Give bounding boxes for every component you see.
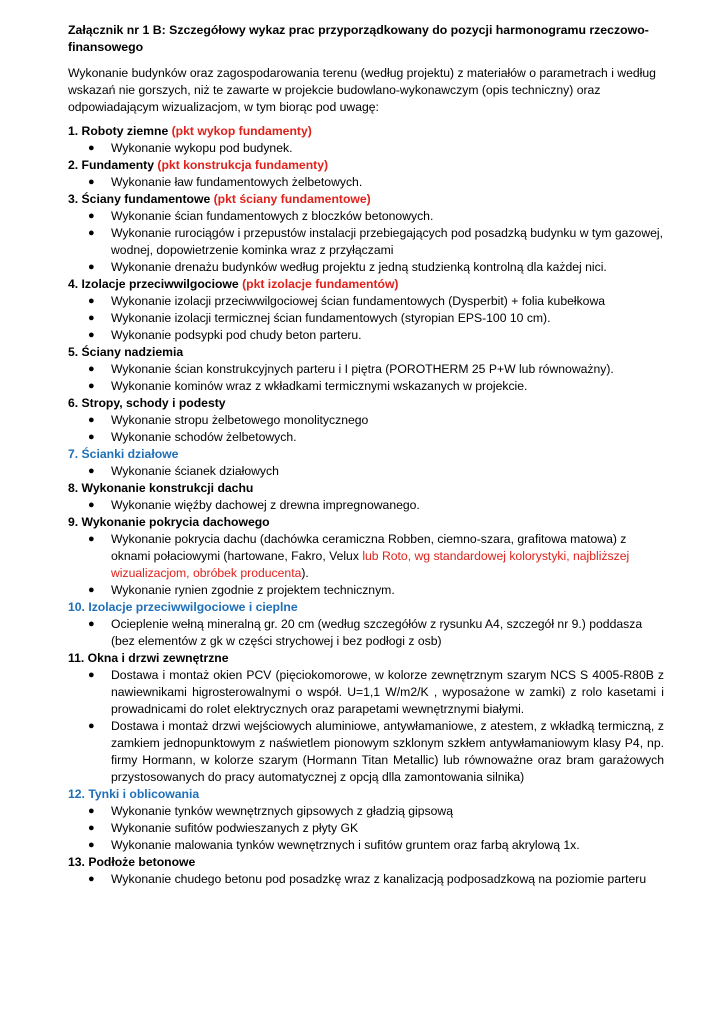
list-item: ● Wykonanie więźby dachowej z drewna impregnowanego. — [88, 498, 420, 512]
section-title: 2. Fundamenty (pkt konstrukcja fundamenty) — [68, 158, 329, 172]
section-11 — [68, 650, 664, 786]
bullet-icon: ● — [88, 176, 95, 188]
list-item: ● Wykonanie chudego betonu pod posadzkę wraz z kanalizacją podposadzkową na poziomie parteru — [88, 872, 647, 886]
section-title: 12. Tynki i oblicowania — [68, 787, 200, 801]
list-item: ● Wykonanie ścianek działowych — [88, 464, 279, 478]
bullet-icon: ● — [88, 669, 95, 681]
list-item: ● Wykonanie stropu żelbetowego monolitycznego — [88, 413, 369, 427]
list-item: ● Wykonanie izolacji przeciwwilgociowej ścian fundamentowych (Dysperbit) + folia kubełkowa — [88, 294, 606, 308]
section-title: 3. Ściany fundamentowe (pkt ściany fundamentowe) — [68, 192, 371, 206]
bullet-icon: ● — [88, 839, 95, 851]
bullet-icon: ● — [88, 720, 95, 732]
section-title: 7. Ścianki działowe — [68, 447, 179, 461]
list-item: ● Wykonanie ścian fundamentowych z bloczków betonowych. — [88, 209, 434, 223]
list-item: ● Wykonanie sufitów podwieszanych z płyty GK — [88, 821, 359, 835]
bullet-icon: ● — [88, 227, 95, 239]
section-7 — [68, 446, 664, 480]
bullet-icon: ● — [88, 499, 95, 511]
bullet-icon: ● — [88, 261, 95, 273]
list-item: ● Wykonanie ław fundamentowych żelbetowych. — [88, 175, 363, 189]
bullet-icon: ● — [88, 363, 95, 375]
bullet-icon: ● — [88, 312, 95, 324]
list-item: ● Wykonanie rurociągów i przepustów instalacji przebiegających pod posadzką budynku w tym gazowej, wodnej, dopowietrzenie kominka wraz z przyłączami — [88, 226, 664, 257]
list-item: ● Wykonanie malowania tynków wewnętrznych i sufitów gruntem oraz farbą akrylową 1x. — [88, 838, 580, 852]
section-title: 9. Wykonanie pokrycia dachowego — [68, 515, 270, 529]
document-page — [68, 22, 664, 888]
section-13 — [68, 854, 664, 888]
list-item: ● Wykonanie izolacji termicznej ścian fundamentowych (styropian EPS-100 10 cm). — [88, 311, 551, 325]
list-item: ● Dostawa i montaż drzwi wejściowych aluminiowe, antywłamaniowe, z atestem, z wkładką termiczną, z zamkiem jednopunktowym z naświetlem pionowym szklonym szkłem antywłamaniowym klasy P4, np. firmy Hormann, w kolorze szarym (Hormann Titan Metallic) lub równoważne oraz bram garażowych przystosowanych do pracy automatycznej z opcją dlla zamontowania silnika) — [88, 719, 664, 784]
intro-paragraph: Wykonanie budynków oraz zagospodarowania terenu (według projektu) z materiałów o parametrach i według wskazań nie gorszych, niż te zawarte w projekcie budowlano-wykonawczym (opis techniczny) oraz odpowiadającym wizualizacjom, w tym biorąc pod uwagę: — [68, 66, 656, 114]
section-note: (pkt wykop fundamenty) — [171, 124, 312, 138]
list-item: ● Dostawa i montaż okien PCV (pięciokomorowe, w kolorze zewnętrznym szarym NCS S 4005-R80B z nawiewnikami higrosterowalnymi o współ. U=1,1 W/m2/K , wyposażone w zamki) z rolo kasetami i prowadnicami do rolet elektrycznych oraz parapetami wewnętrznymi białymi. — [88, 668, 664, 716]
section-note: (pkt ściany fundamentowe) — [213, 192, 371, 206]
section-8 — [68, 480, 664, 514]
list-item: ● Wykonanie ścian konstrukcyjnych parteru i I piętra (POROTHERM 25 P+W lub równoważny). — [88, 362, 614, 376]
section-title: 4. Izolacje przeciwwilgociowe (pkt izolacje fundamentów) — [68, 277, 399, 291]
list-item: ● Wykonanie pokrycia dachu (dachówka ceramiczna Robben, ciemno-szara, grafitowa matowa) z oknami połaciowymi (hartowane, Fakro, Velux lub Roto, wg standardowej kolorystyki, najbliższej wizualizacjom, obróbek producenta). — [88, 532, 630, 580]
list-item: ● Ocieplenie wełną mineralną gr. 20 cm (według szczegółów z rysunku A4, szczegół nr 9.) poddasza (bez elementów z gk w części strychowej i bez podłogi z osb) — [88, 617, 643, 648]
bullet-icon: ● — [88, 142, 95, 154]
section-1 — [68, 123, 664, 157]
section-12 — [68, 786, 664, 854]
bullet-icon: ● — [88, 465, 95, 477]
section-4 — [68, 276, 664, 344]
document-title: Załącznik nr 1 B: Szczegółowy wykaz prac przyporządkowany do pozycji harmonogramu rzeczowo-finansowego — [68, 23, 649, 54]
section-note: (pkt izolacje fundamentów) — [242, 277, 399, 291]
bullet-icon: ● — [88, 329, 95, 341]
bullet-icon: ● — [88, 873, 95, 885]
bullet-icon: ● — [88, 431, 95, 443]
section-title: 6. Stropy, schody i podesty — [68, 396, 226, 410]
bullet-icon: ● — [88, 380, 95, 392]
section-title: 10. Izolacje przeciwwilgociowe i cieplne — [68, 600, 298, 614]
list-item: ● Wykonanie tynków wewnętrznych gipsowych z gładzią gipsową — [88, 804, 453, 818]
bullet-icon: ● — [88, 822, 95, 834]
list-item: ● Wykonanie kominów wraz z wkładkami termicznymi wskazanych w projekcie. — [88, 379, 528, 393]
section-10 — [68, 599, 664, 650]
bullet-icon: ● — [88, 295, 95, 307]
list-item: ● Wykonanie schodów żelbetowych. — [88, 430, 297, 444]
section-title: 5. Ściany nadziemia — [68, 345, 184, 359]
list-item: ● Wykonanie rynien zgodnie z projektem technicznym. — [88, 583, 395, 597]
bullet-icon: ● — [88, 805, 95, 817]
section-title: 11. Okna i drzwi zewnętrzne — [68, 651, 229, 665]
section-6 — [68, 395, 664, 446]
bullet-icon: ● — [88, 414, 95, 426]
section-title: 8. Wykonanie konstrukcji dachu — [68, 481, 254, 495]
section-2 — [68, 157, 664, 191]
list-item: ● Wykonanie podsypki pod chudy beton parteru. — [88, 328, 362, 342]
list-item: ● Wykonanie wykopu pod budynek. — [88, 141, 293, 155]
bullet-icon: ● — [88, 618, 95, 630]
section-title: 13. Podłoże betonowe — [68, 855, 196, 869]
section-3 — [68, 191, 664, 276]
section-title: 1. Roboty ziemne (pkt wykop fundamenty) — [68, 124, 312, 138]
section-note: (pkt konstrukcja fundamenty) — [157, 158, 329, 172]
bullet-icon: ● — [88, 584, 95, 596]
red-note: lub Roto, wg standardowej kolorystyki, najbliższej wizualizacjom, obróbek producenta — [111, 549, 630, 580]
section-5 — [68, 344, 664, 395]
bullet-icon: ● — [88, 210, 95, 222]
list-item: ● Wykonanie drenażu budynków według projektu z jedną studzienką kontrolną dla każdej nici. — [88, 260, 607, 274]
section-9 — [68, 514, 664, 599]
bullet-icon: ● — [88, 533, 95, 545]
